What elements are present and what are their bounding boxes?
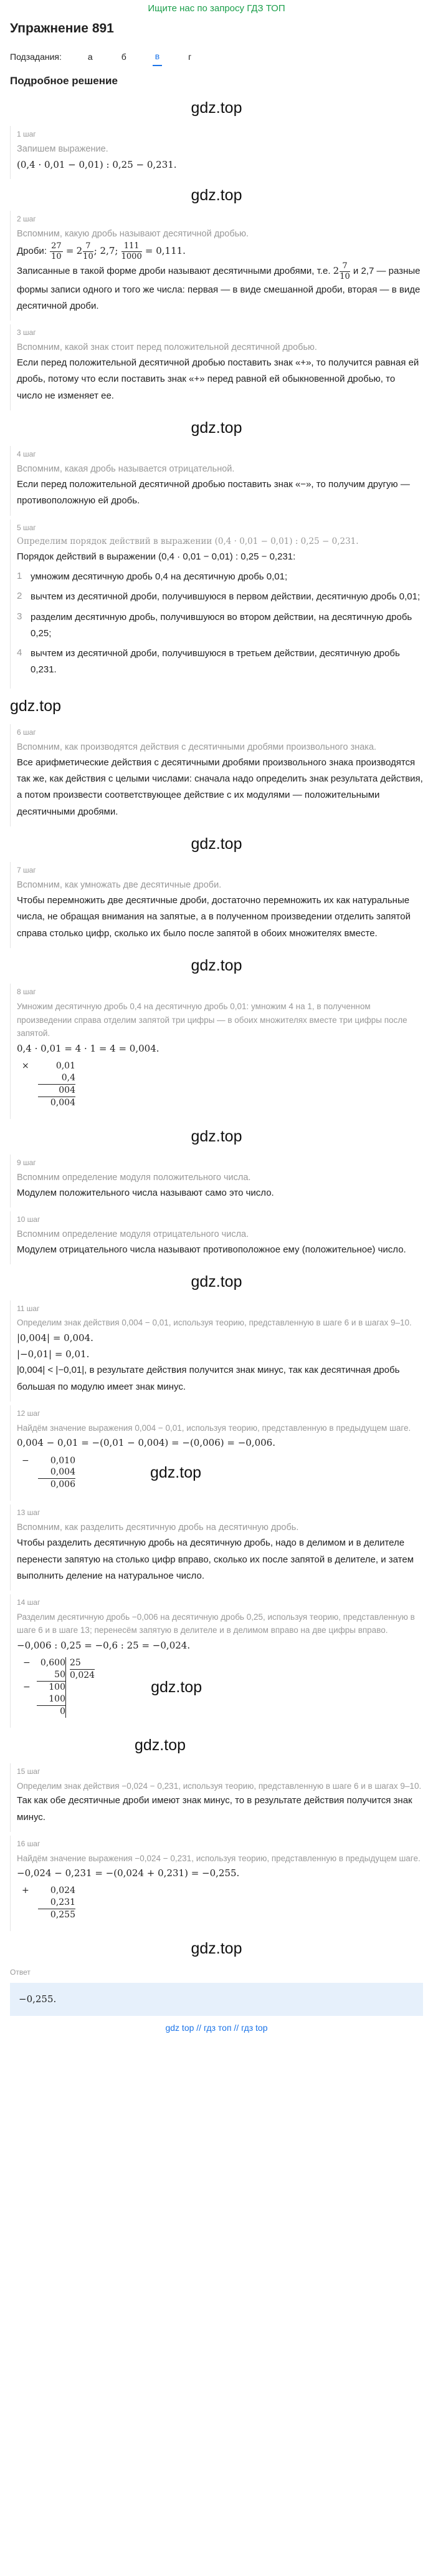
step-subtitle: Определим знак действия −0,024 − 0,231, используя теорию, представленную в шаге 6 и в шагах 9–10. — [17, 1781, 422, 1791]
step-7 — [10, 862, 423, 948]
tab-variant-g[interactable]: г — [188, 52, 192, 62]
step-subtitle: Вспомним определение модуля отрицательного числа. — [17, 1229, 249, 1239]
step-14 — [10, 1594, 423, 1728]
step-12-work — [17, 1451, 423, 1495]
step-number: 8 шаг — [17, 987, 36, 997]
step-subtitle: Разделим десятичную дробь −0,006 на десятичную дробь 0,25, используя теорию, представленную в шаге 6 и в шаге 13; перенесём запятую в делителе и в делимом вправо на две цифры вправо. — [17, 1612, 415, 1635]
step-text: Если перед положительной десятичной дробью поставить знак «−», то получим другую — противоположную ей дробь. — [17, 479, 410, 506]
step-13 — [10, 1504, 423, 1591]
step-subtitle: Вспомним, какой знак стоит перед положительной десятичной дробью. — [17, 342, 317, 352]
step-text: Чтобы перемножить две десятичные дроби, достаточно перемножить их как натуральные числа, не обращая внимания на запятые, а в полученном произведении отделить запятой справа столько цифр, сколько их было после запятой в обоих множителях вместе. — [17, 895, 411, 939]
fraction: $\frac{111}{1000}$ — [121, 241, 142, 261]
step-11 — [10, 1300, 423, 1402]
step-expression: (0,4 · 0,01 − 0,01) : 0,25 − 0,231. — [17, 158, 177, 170]
step-number: 14 шаг — [17, 1598, 40, 1607]
watermark: gdz.top — [191, 186, 242, 205]
search-hint-link[interactable]: Ищите нас по запросу ГДЗ ТОП — [148, 3, 285, 14]
step-subtitle: Определим порядок действий в выражении (0,4 · 0,01 − 0,01) : 0,25 − 0,231. — [17, 536, 359, 547]
step-lead: Порядок действий в выражении (0,4 · 0,01 − 0,01) : 0,25 − 0,231: — [17, 551, 296, 562]
step-number: 5 шаг — [17, 523, 36, 532]
step-text: |0,004| < |−0,01|, в результате действия получится знак минус, так как десятичная дробь большая по модулю имеет знак минус. — [17, 1365, 400, 1392]
fraction-line-label: Дроби: — [17, 246, 47, 257]
step-expression: 0,004 − 0,01 = −(0,01 − 0,004) = −(0,006) = −0,006. — [17, 1437, 275, 1449]
step-subtitle: Умножим десятичную дробь 0,4 на десятичную дробь 0,01: умножим 4 на 1, в полученном произведении справа отделим запятой три цифры — в обоих множителях вместе три цифры после запятой. — [17, 1002, 407, 1039]
step-10 — [10, 1211, 423, 1264]
step-subtitle: Найдём значение выражения 0,004 − 0,01, используя теорию, представленную в предыдущем шаге. — [17, 1423, 411, 1433]
answer-label: Ответ — [10, 1968, 31, 1977]
tab-variant-b[interactable]: б — [121, 52, 126, 62]
step-subtitle: Вспомним, как производятся действия с десятичными дробями произвольного знака. — [17, 742, 377, 752]
step-12 — [10, 1405, 423, 1501]
step-subtitle: Найдём значение выражения −0,024 − 0,231, используя теорию, представленную в предыдущем шаге. — [17, 1853, 421, 1863]
step-subtitle: Вспомним, как умножать две десятичные дроби. — [17, 880, 222, 891]
tab-variant-v[interactable]: в — [153, 48, 162, 66]
action-list — [17, 569, 423, 679]
step-number: 3 шаг — [17, 328, 36, 337]
list-item: 4 вычтем из десятичной дроби, получившуюся в третьем действии, десятичную дробь 0,231. — [17, 647, 400, 675]
step-expression: |0,004| = 0,004. — [17, 1332, 93, 1344]
step-number: 2 шаг — [17, 215, 36, 224]
watermark: gdz.top — [191, 1273, 242, 1291]
step-number: 9 шаг — [17, 1158, 36, 1167]
step-number: 16 шаг — [17, 1839, 40, 1848]
step-6 — [10, 724, 423, 826]
step-text: Если перед положительной десятичной дробью поставить знак «+», то получится равная ей дробь, потому что если поставить знак «+» перед равной ей обыкновенной дробью, то число не изменяет ее. — [17, 357, 419, 401]
variants-label: Подзадания: — [10, 52, 62, 62]
step-15 — [10, 1763, 423, 1832]
step-expression: 0,4 · 0,01 = 4 · 1 = 4 = 0,004. — [17, 1042, 159, 1054]
tab-variant-a[interactable]: а — [87, 52, 93, 62]
watermark: gdz.top — [191, 1127, 242, 1145]
step-4 — [10, 446, 423, 515]
column-subtraction: − 0,010 0,004 0,006 — [22, 1455, 75, 1490]
step-expression: −0,024 − 0,231 = −(0,024 + 0,231) = −0,255. — [17, 1867, 240, 1879]
step-subtitle: Вспомним, как разделить десятичную дробь на десятичную дробь. — [17, 1523, 299, 1533]
fraction: $\frac{27}{10}$ — [51, 241, 62, 261]
step-text: Модулем положительного числа называют само это число. — [17, 1187, 274, 1198]
column-addition: + 0,024 0,231 0,255 — [22, 1886, 75, 1920]
watermark: gdz.top — [135, 1736, 186, 1754]
watermark: gdz.top — [151, 1678, 202, 1696]
step-number: 13 шаг — [17, 1508, 40, 1518]
step-3 — [10, 324, 423, 410]
step-number: 10 шаг — [17, 1215, 40, 1224]
watermark: gdz.top — [191, 419, 242, 437]
watermark: gdz.top — [191, 835, 242, 853]
step-9 — [10, 1155, 423, 1208]
footer-links[interactable]: gdz top // гдз топ // гдз top — [165, 2022, 268, 2033]
step-subtitle: Запишем выражение. — [17, 143, 108, 154]
step-14-work — [17, 1654, 423, 1721]
step-number: 4 шаг — [17, 450, 36, 459]
step-8 — [10, 984, 423, 1118]
fraction-line: Дроби: $\frac{27}{10}$ = 2 $\frac{7}{10}$ ; 2,7; $\frac{111}{1000}$ = 0,111. — [17, 241, 186, 261]
answer-box: −0,255. — [10, 1983, 423, 2016]
step-subtitle: Определим знак действия 0,004 − 0,01, используя теорию, представленную в шаге 6 и в шагах 9–10. — [17, 1318, 412, 1328]
page-title: Упражнение 891 — [10, 21, 114, 36]
step-number: 7 шаг — [17, 866, 36, 875]
solution-title: Подробное решение — [10, 75, 118, 87]
long-division: − 0,600 50 − 100 100 0 25 0,024 — [23, 1658, 95, 1717]
step-2 — [10, 211, 423, 321]
step-number: 6 шаг — [17, 727, 36, 737]
step-expression: |−0,01| = 0,01. — [17, 1349, 90, 1360]
step-number: 11 шаг — [17, 1304, 40, 1313]
step-text: Чтобы разделить десятичную дробь на десятичную дробь, надо в делимом и в делителе перенести запятую на столько цифр вправо, сколько их после запятой в делителе, и затем выполнить деление на натуральное число. — [17, 1537, 414, 1581]
step-number: 12 шаг — [17, 1408, 40, 1418]
step-text: Модулем отрицательного числа называют противоположное ему (положительное) число. — [17, 1244, 406, 1256]
list-item: 2 вычтем из десятичной дроби, получившуюся в первом действии, десятичную дробь 0,01; — [17, 591, 421, 603]
step-16 — [10, 1836, 423, 1931]
watermark: gdz.top — [150, 1463, 202, 1481]
list-item: 1 умножим десятичную дробь 0,4 на десятичную дробь 0,01; — [17, 571, 288, 583]
column-multiplication: × 0,01 0,4 004 0,004 — [22, 1061, 75, 1108]
step-text: Записанные в такой форме дроби называют десятичными дробями, т.е. 2 $\frac{7}{10}$ и 2,7 — разные формы записи одного и того же числа: первая — в виде смешанной дроби, вторая — в виде десятичной дроби. — [17, 261, 421, 311]
watermark: gdz.top — [191, 956, 242, 974]
watermark: gdz.top — [191, 99, 242, 117]
step-subtitle: Вспомним определение модуля положительного числа. — [17, 1172, 251, 1183]
step-subtitle: Вспомним, какая дробь называется отрицательной. — [17, 463, 235, 474]
step-expression: −0,006 : 0,25 = −0,6 : 25 = −0,024. — [17, 1639, 191, 1651]
fraction: $\frac{7}{10}$ — [340, 261, 350, 282]
step-subtitle: Вспомним, какую дробь называют десятичной дробью. — [17, 229, 249, 240]
list-item: 3 разделим десятичную дробь, получившуюся во втором действии, на десятичную дробь 0,25; — [17, 611, 412, 639]
watermark: gdz.top — [191, 1940, 242, 1958]
step-5 — [10, 520, 423, 689]
step-1 — [10, 126, 423, 179]
step-text: Так как обе десятичные дроби имеют знак минус, то в результате действия получится знак минус. — [17, 1795, 412, 1823]
step-number: 1 шаг — [17, 129, 36, 138]
fraction: $\frac{7}{10}$ — [83, 241, 93, 261]
step-number: 15 шаг — [17, 1766, 40, 1776]
variant-tabs — [10, 48, 423, 66]
step-text: Все арифметические действия с десятичными дробями произвольного знака производятся так же, как действия с целыми числами: сначала надо определить знак результата действия, а потом произвести соответствующее действие с их модулями — положительными десятичными дробями. — [17, 757, 423, 817]
watermark: gdz.top — [10, 697, 62, 715]
